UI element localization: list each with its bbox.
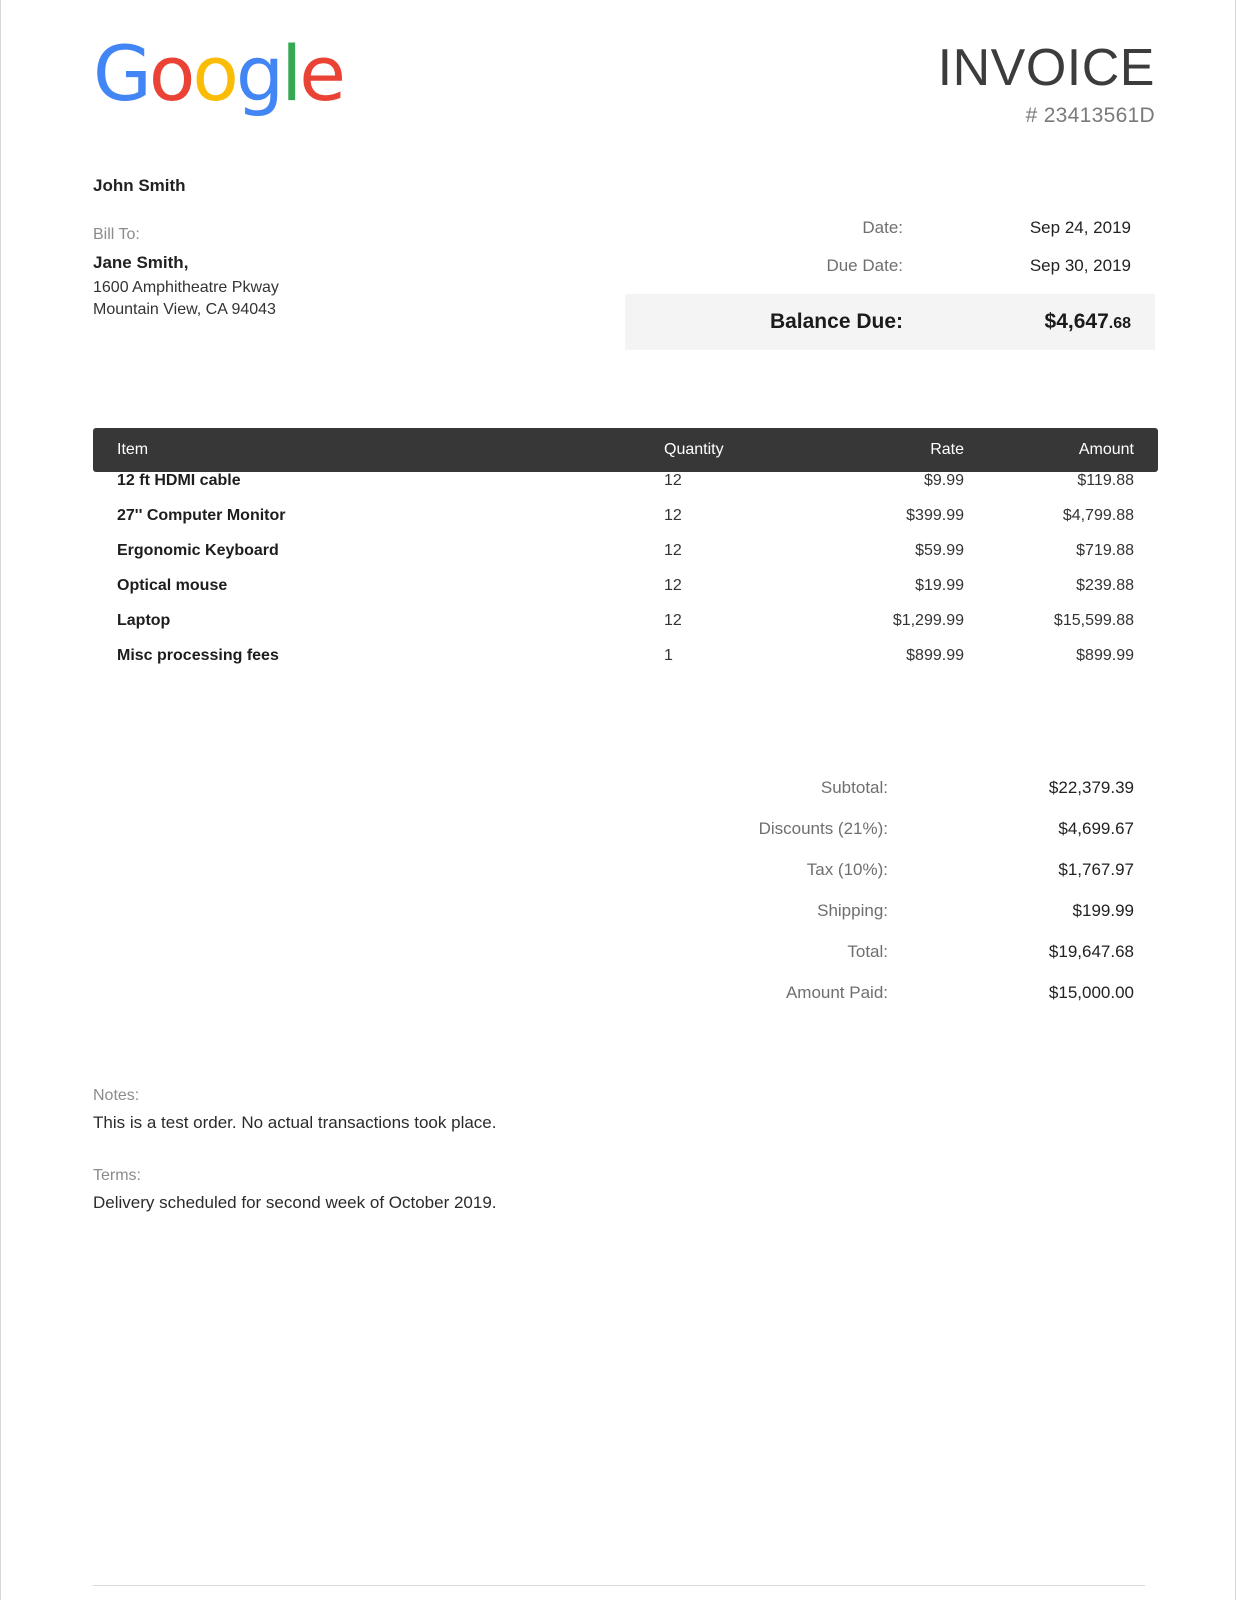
totals-value: $19,647.68	[1048, 942, 1134, 961]
totals-value: $199.99	[1072, 901, 1134, 920]
cell-rate: $9.99	[923, 472, 964, 489]
due-date-label: Due Date:	[826, 256, 903, 275]
cell-amount: $899.99	[1076, 647, 1134, 664]
date-value: Sep 24, 2019	[1029, 218, 1131, 237]
cell-rate: $899.99	[906, 647, 964, 664]
cell-amount: $4,799.88	[1062, 507, 1134, 524]
cell-item: Optical mouse	[117, 577, 228, 594]
column-header-amount: Amount	[1078, 441, 1134, 458]
page-title: INVOICE	[937, 39, 1155, 97]
terms-text: Delivery scheduled for second week of October 2019.	[93, 1193, 497, 1212]
google-logo: Google	[93, 29, 344, 118]
column-header-rate: Rate	[930, 441, 964, 458]
table-header-row	[93, 428, 1158, 472]
notes-text: This is a test order. No actual transactions took place.	[93, 1113, 497, 1132]
cell-rate: $19.99	[915, 577, 964, 594]
balance-due-value	[981, 310, 1131, 334]
invoice-title-block	[938, 28, 1155, 128]
due-date-value: Sep 30, 2019	[1029, 256, 1131, 275]
totals-value: $4,699.67	[1058, 819, 1134, 838]
cell-amount: $119.88	[1077, 472, 1134, 489]
cell-item: Laptop	[117, 612, 171, 629]
totals-label: Amount Paid:	[785, 983, 888, 1002]
totals-row-tax	[93, 860, 1158, 880]
cell-rate: $59.99	[915, 542, 964, 559]
cell-quantity: 1	[664, 647, 673, 664]
meta-row-date	[625, 218, 1155, 238]
cell-rate: $1,299.99	[892, 612, 964, 629]
table-row	[93, 472, 1158, 507]
cell-amount: $239.88	[1076, 577, 1134, 594]
totals-value: $1,767.97	[1058, 860, 1134, 879]
totals-label: Discounts (21%):	[758, 819, 888, 838]
balance-due-row	[625, 294, 1155, 350]
notes-and-terms	[93, 1087, 1155, 1213]
cell-quantity: 12	[664, 507, 682, 524]
balance-due-amount: $4,647	[1044, 310, 1109, 333]
bill-to-name: Jane Smith,	[93, 253, 189, 272]
footer-divider	[93, 1585, 1145, 1586]
totals-block	[93, 778, 1158, 1003]
cell-item: 12 ft HDMI cable	[117, 472, 241, 489]
totals-label: Total:	[847, 942, 888, 961]
cell-amount: $15,599.88	[1053, 612, 1134, 629]
date-label: Date:	[862, 218, 903, 237]
table-row	[93, 542, 1158, 577]
cell-quantity: 12	[664, 612, 682, 629]
party-block	[93, 176, 573, 350]
meta-row-due-date	[625, 256, 1155, 276]
table-row	[93, 647, 1158, 682]
invoice-number: # 23413561D	[1025, 104, 1155, 127]
table-row	[93, 612, 1158, 647]
cell-quantity: 12	[664, 472, 682, 489]
balance-due-cents: .68	[1108, 315, 1131, 332]
cell-item: 27'' Computer Monitor	[117, 507, 286, 524]
cell-item: Misc processing fees	[117, 647, 279, 664]
items-table	[93, 428, 1158, 682]
column-header-item: Item	[117, 441, 149, 458]
totals-row-discounts	[93, 819, 1158, 839]
column-header-quantity: Quantity	[664, 441, 724, 458]
bill-to-address-line-2: Mountain View, CA 94043	[93, 301, 276, 318]
table-row	[93, 577, 1158, 612]
totals-value: $22,379.39	[1048, 778, 1134, 797]
invoice-header	[93, 28, 1155, 148]
notes-label: Notes:	[93, 1087, 140, 1104]
totals-row-subtotal	[93, 778, 1158, 798]
invoice-meta	[625, 218, 1155, 350]
bill-to-label: Bill To:	[93, 226, 140, 243]
cell-amount: $719.88	[1076, 542, 1134, 559]
balance-due-label: Balance Due:	[769, 310, 903, 333]
totals-label: Subtotal:	[820, 778, 888, 797]
parties-and-meta	[93, 176, 1155, 350]
table-row	[93, 507, 1158, 542]
totals-label: Tax (10%):	[806, 860, 888, 879]
cell-item: Ergonomic Keyboard	[117, 542, 279, 559]
cell-quantity: 12	[664, 577, 682, 594]
totals-row-amount-paid	[93, 983, 1158, 1003]
totals-row-total	[93, 942, 1158, 962]
sender-name: John Smith	[93, 176, 186, 195]
cell-quantity: 12	[664, 542, 682, 559]
totals-row-shipping	[93, 901, 1158, 921]
totals-label: Shipping:	[817, 901, 888, 920]
terms-label: Terms:	[93, 1167, 141, 1184]
cell-rate: $399.99	[906, 507, 964, 524]
totals-value: $15,000.00	[1048, 983, 1134, 1002]
bill-to-address-line-1: 1600 Amphitheatre Pkway	[93, 279, 279, 296]
